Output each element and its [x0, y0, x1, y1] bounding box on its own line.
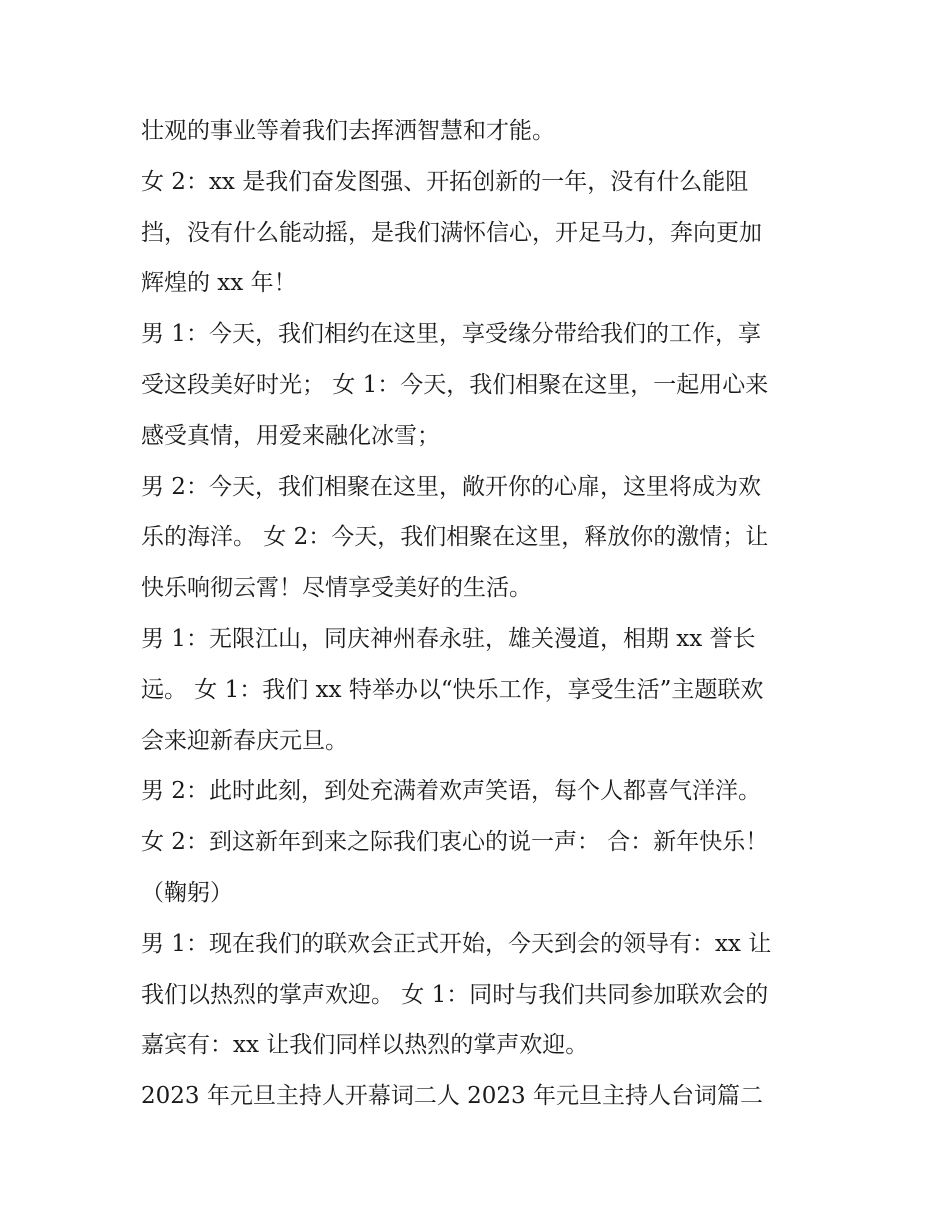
text-line: 挡，没有什么能动摇，是我们满怀信心，开足马力，奔向更加	[141, 219, 762, 246]
text-line: 嘉宾有：xx 让我们同样以热烈的掌声欢迎。	[141, 1032, 589, 1059]
text-line: 快乐响彻云霄！尽情享受美好的生活。	[141, 575, 532, 602]
text-line: 2023 年元旦主持人开幕词二人 2023 年元旦主持人台词篇二	[141, 1083, 763, 1110]
text-line: 男 2：今天，我们相聚在这里，敞开你的心扉，这里将成为欢	[141, 473, 761, 500]
text-line: 壮观的事业等着我们去挥洒智慧和才能。	[141, 118, 555, 144]
text-line: 男 2：此时此刻，到处充满着欢声笑语，每个人都喜气洋洋。	[141, 778, 761, 805]
text-line: 男 1：无限江山，同庆神州春永驻，雄关漫道，相期 xx 誉长	[141, 625, 756, 652]
text-line: 受这段美好时光； 女 1：今天，我们相聚在这里，一起用心来	[141, 371, 769, 398]
text-line: 乐的海洋。 女 2：今天，我们相聚在这里，释放你的激情；让	[141, 524, 769, 551]
text-line: 男 1：今天，我们相约在这里，享受缘分带给我们的工作，享	[141, 321, 761, 348]
text-line: 我们以热烈的掌声欢迎。 女 1：同时与我们共同参加联欢会的	[141, 981, 769, 1008]
text-line: （鞠躬）	[141, 879, 233, 906]
text-line: 感受真情，用爱来融化冰雪；	[141, 422, 440, 449]
text-line: 女 2：到这新年到来之际我们衷心的说一声： 合：新年快乐！	[141, 829, 769, 856]
text-line: 女 2：xx 是我们奋发图强、开拓创新的一年，没有什么能阻	[141, 168, 749, 195]
document-body	[141, 106, 821, 1122]
text-line: 男 1：现在我们的联欢会正式开始，今天到会的领导有：xx 让	[141, 930, 772, 957]
text-line: 辉煌的 xx 年！	[141, 270, 297, 297]
text-line: 会来迎新春庆元旦。	[141, 727, 348, 754]
text-line: 远。 女 1：我们 xx 特举办以“快乐工作，享受生活”主题联欢	[141, 676, 764, 703]
